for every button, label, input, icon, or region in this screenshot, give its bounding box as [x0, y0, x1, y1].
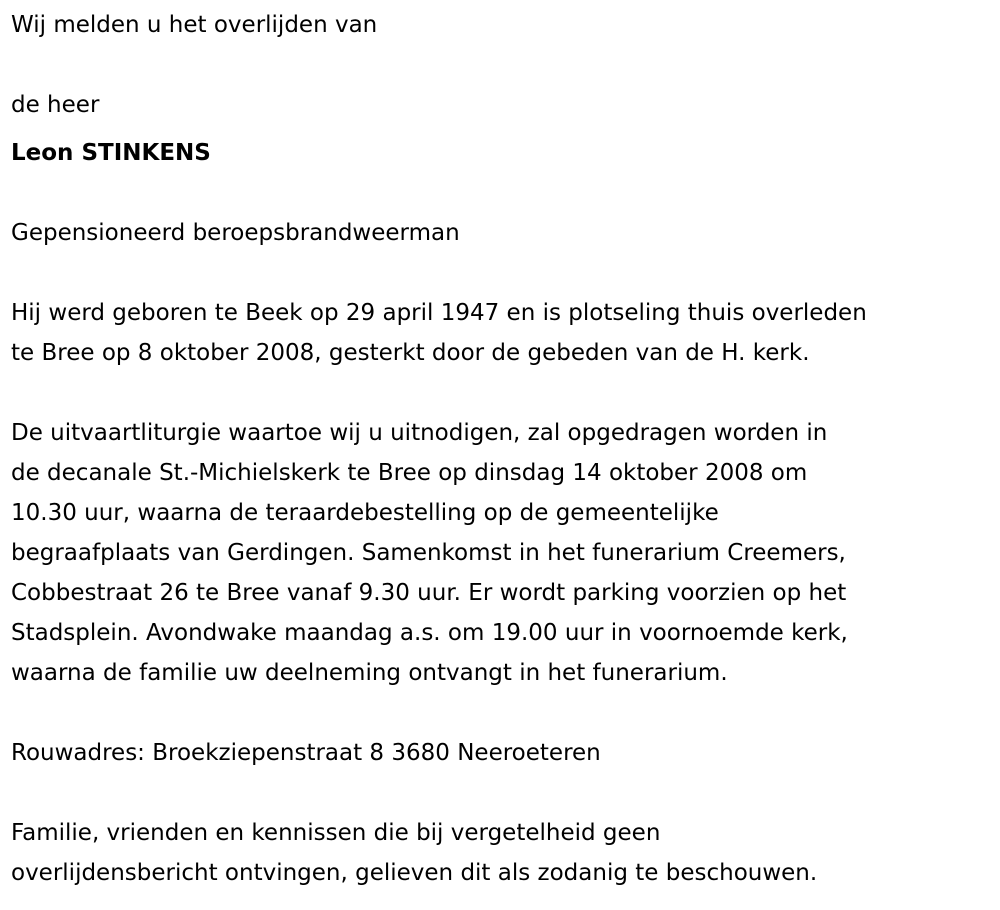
deceased-name: Leon STINKENS [11, 140, 211, 166]
paragraph-line: de decanale St.-Michielskerk te Bree op dinsdag 14 oktober 2008 om [11, 460, 808, 486]
salutation-text: de heer [11, 92, 100, 118]
paragraph-line: te Bree op 8 oktober 2008, gesterkt door de gebeden van de H. kerk. [11, 340, 810, 366]
paragraph-line: 10.30 uur, waarna de teraardebestelling op de gemeentelijke [11, 500, 719, 526]
mourning-address: Rouwadres: Broekziepenstraat 8 3680 Neeroeteren [11, 740, 601, 766]
paragraph-line: Hij werd geboren te Beek op 29 april 1947 en is plotseling thuis overleden [11, 300, 867, 326]
paragraph-line: Familie, vrienden en kennissen die bij vergetelheid geen [11, 820, 661, 846]
paragraph-line: Stadsplein. Avondwake maandag a.s. om 19.00 uur in voornoemde kerk, [11, 620, 848, 646]
paragraph-line: De uitvaartliturgie waartoe wij u uitnodigen, zal opgedragen worden in [11, 420, 828, 446]
paragraph-line: overlijdensbericht ontvingen, gelieven dit als zodanig te beschouwen. [11, 860, 818, 886]
occupation-text: Gepensioneerd beroepsbrandweerman [11, 220, 460, 246]
paragraph-line: waarna de familie uw deelneming ontvangt in het funerarium. [11, 660, 728, 686]
paragraph-line: Cobbestraat 26 te Bree vanaf 9.30 uur. Er wordt parking voorzien op het [11, 580, 847, 606]
paragraph-line: begraafplaats van Gerdingen. Samenkomst in het funerarium Creemers, [11, 540, 846, 566]
intro-text: Wij melden u het overlijden van [11, 12, 378, 38]
